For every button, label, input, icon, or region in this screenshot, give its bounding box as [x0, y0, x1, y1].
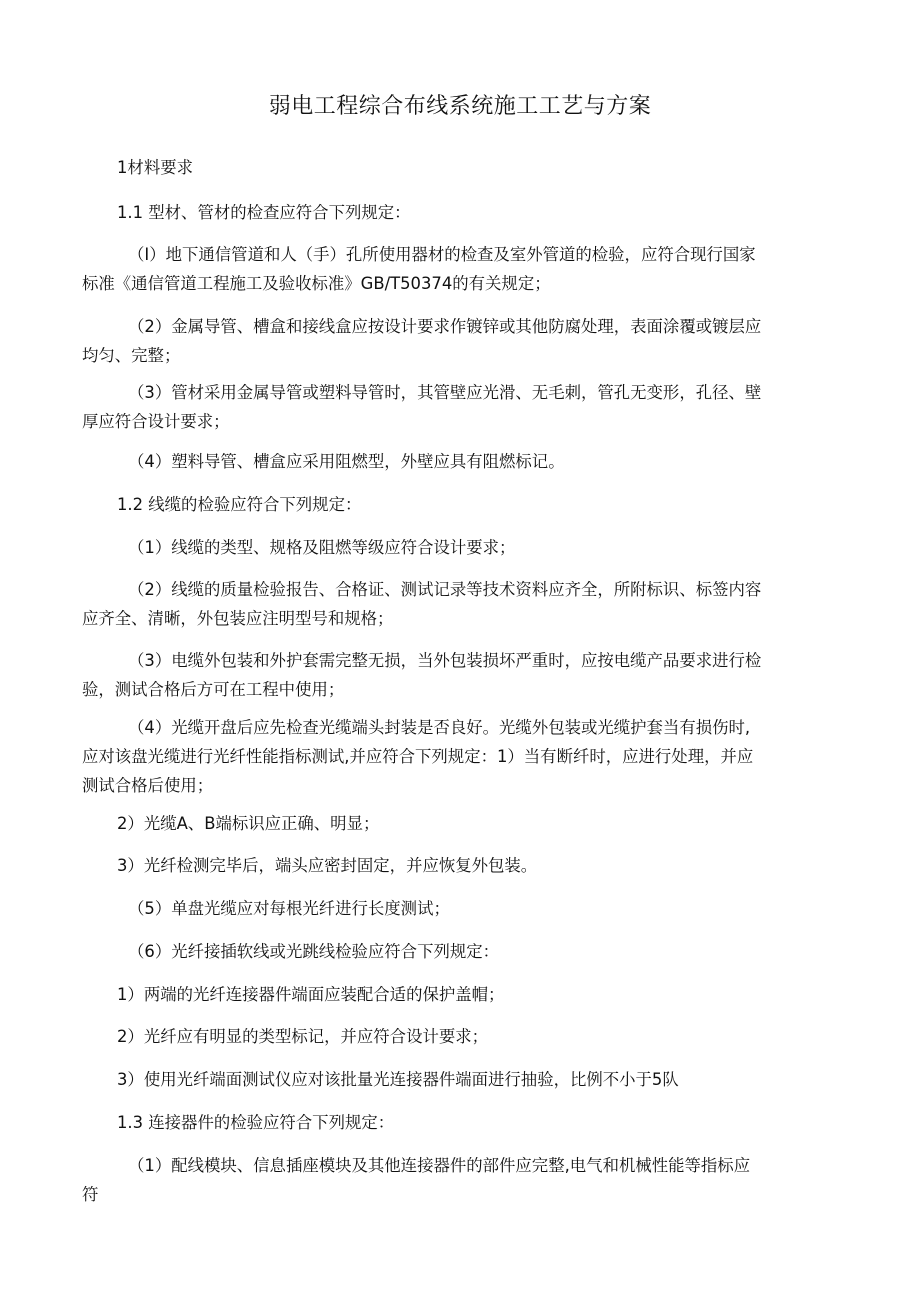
text-line: 1）两端的光纤连接器件端面应装配合适的保护盖帽； [117, 985, 505, 1004]
text-line: 1.1 型材、管材的检查应符合下列规定： [117, 203, 411, 222]
paragraph-item-4 [82, 447, 838, 476]
paragraph-item-10 [82, 937, 838, 966]
text-line: 1材料要求 [117, 158, 193, 177]
paragraph-item-5 [82, 533, 838, 562]
subsection-heading-1-2 [82, 490, 873, 519]
paragraph-item-3 [82, 378, 838, 436]
text-line: （I）地下通信管道和人（手）孔所使用器材的检查及室外管道的检验，应符合现行国家 [128, 245, 756, 264]
paragraph-item-1 [82, 240, 838, 298]
paragraph-item-9 [82, 894, 838, 923]
text-line: 3）光纤检测完毕后，端头应密封固定，并应恢复外包装。 [117, 856, 538, 875]
text-line: 应齐全、清晰，外包装应注明型号和规格； [82, 609, 394, 628]
subsection-heading-1-3 [82, 1108, 873, 1137]
text-line: （2）金属导管、槽盒和接线盒应按设计要求作镀锌或其他防腐处理，表面涂覆或镀层应 [128, 317, 762, 336]
text-line: （3）管材采用金属导管或塑料导管时，其管壁应光滑、无毛刺，管孔无变形，孔径、壁 [128, 383, 762, 402]
text-line: （6）光纤接插软线或光跳线检验应符合下列规定： [128, 942, 500, 961]
text-line: 均匀、完整； [82, 346, 181, 365]
text-line: 3）使用光纤端面测试仪应对该批量光连接器件端面进行抽验，比例不小于5队 [117, 1070, 679, 1089]
paragraph-item-11 [82, 1151, 838, 1209]
text-line: 标准《通信管道工程施工及验收标准》GB/T50374的有关规定； [82, 274, 551, 293]
list-item-2 [82, 809, 873, 838]
text-line: （4）塑料导管、槽盒应采用阻燃型，外壁应具有阻燃标记。 [128, 452, 565, 471]
text-line: （1）配线模块、信息插座模块及其他连接器件的部件应完整,电气和机械性能等指标应 [128, 1156, 751, 1175]
text-line: （2）线缆的质量检验报告、合格证、测试记录等技术资料应齐全，所附标识、标签内容 [128, 580, 762, 599]
text-line: 厚应符合设计要求； [82, 412, 230, 431]
paragraph-item-8 [82, 713, 838, 800]
text-line: 1.3 连接器件的检验应符合下列规定： [117, 1113, 395, 1132]
text-line: 2）光缆A、B端标识应正确、明显； [117, 814, 380, 833]
text-line: 应对该盘光缆进行光纤性能指标测试,并应符合下列规定：1）当有断纤时，应进行处理，并应 [82, 747, 754, 766]
text-line: 2）光纤应有明显的类型标记，并应符合设计要求； [117, 1027, 489, 1046]
section-heading-1 [82, 153, 873, 182]
paragraph-item-2 [82, 312, 838, 370]
text-line: （3）电缆外包装和外护套需完整无损，当外包装损坏严重时，应按电缆产品要求进行检 [128, 651, 762, 670]
paragraph-item-6 [82, 575, 838, 633]
text-line: （5）单盘光缆应对每根光纤进行长度测试； [128, 899, 450, 918]
list-item-4 [82, 980, 873, 1009]
list-item-3 [82, 851, 873, 880]
page-title: 弱电工程综合布线系统施工工艺与方案 [268, 94, 652, 119]
text-line: （4）光缆开盘后应先检查光缆端头封装是否良好。光缆外包装或光缆护套当有损伤时, [128, 718, 751, 737]
text-line: 测试合格后使用； [82, 776, 214, 795]
list-item-5 [82, 1022, 873, 1051]
text-line: 符 [82, 1185, 99, 1204]
paragraph-item-7 [82, 646, 838, 704]
list-item-6 [82, 1065, 873, 1094]
subsection-heading-1-1 [82, 198, 873, 227]
text-line: （1）线缆的类型、规格及阻燃等级应符合设计要求； [128, 538, 516, 557]
text-line: 1.2 线缆的检验应符合下列规定： [117, 495, 362, 514]
text-line: 验，测试合格后方可在工程中使用； [82, 680, 345, 699]
